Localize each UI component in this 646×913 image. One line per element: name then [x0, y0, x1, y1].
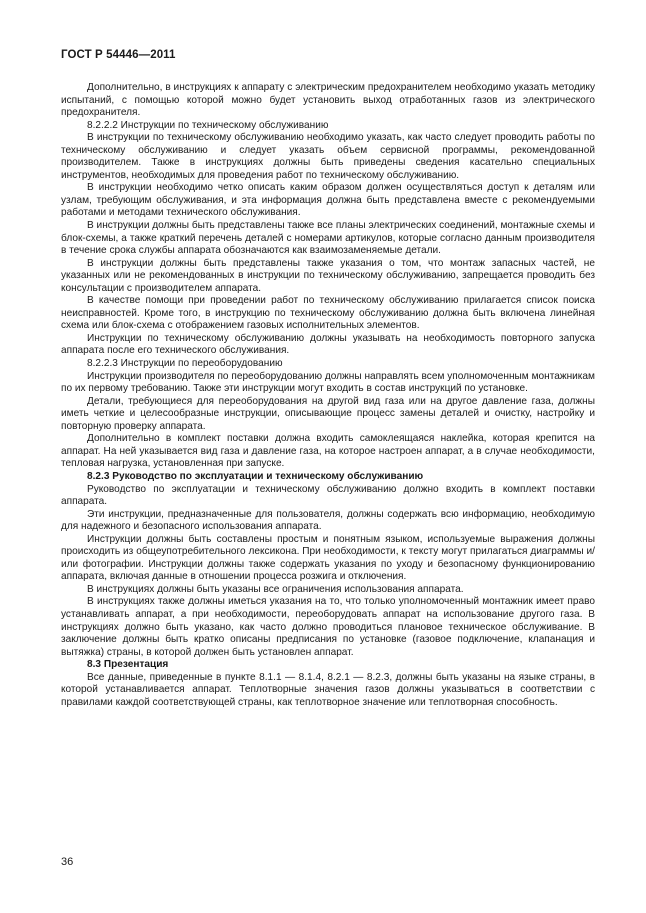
paragraph: В инструкциях должны быть указаны все ограничения использования аппарата. [87, 583, 464, 595]
paragraph: В инструкции по техническому обслуживанию необходимо указать, как часто следует проводить работы по техническому обслуживанию и следует указать объем сервисной программы, рекомендованной производителем. Также в инструкциях должны быть приведены сведения касательно специальных инструментов, необходимых для проведения работ по техническому обслуживанию. [61, 132, 595, 181]
document-body [61, 82, 595, 709]
section-heading: 8.3 Презентация [87, 659, 169, 671]
paragraph: Инструкции по техническому обслуживанию должны указывать на необходимость повторного запуска аппарата после его технического обслуживания. [61, 332, 595, 357]
paragraph: Дополнительно, в инструкциях к аппарату с электрическим предохранителем необходимо указать методику испытаний, с помощью которой можно будет установить выход отработанных газов из электрического предохранителя. [61, 82, 595, 119]
paragraph: В инструкциях также должны иметься указания на то, что только уполномоченный монтажник имеет право устанавливать аппарат, а при необходимости, переоборудовать аппарат на использование другого газа. В инструкциях должно быть указано, как часто должно проводиться плановое техническое обслуживание. В заключение должны быть кратко описаны предписания по установке (газовое подключение, клапанация и вытяжка) страны, в которой должен быть установлен аппарат. [61, 596, 595, 658]
section-heading: 8.2.3 Руководство по эксплуатации и техническому обслуживанию [87, 470, 424, 482]
paragraph: Все данные, приведенные в пункте 8.1.1 — 8.1.4, 8.2.1 — 8.2.3, должны быть указаны на языке страны, в которой устанавливается аппарат. Теплотворные значения газов должны указываться в соответствии с правилами каждой соответствующей страны, как теплотворное значение или теплотворная способность. [61, 671, 595, 708]
section-heading: 8.2.2.3 Инструкции по переоборудованию [87, 358, 283, 370]
section-heading: 8.2.2.2 Инструкции по техническому обслуживанию [87, 119, 329, 131]
paragraph: В инструкции должны быть представлены также все планы электрических соединений, монтажные схемы и блок-схемы, а также краткий перечень деталей с номерами артикулов, которые согласно данным производителя в течение срока службы аппарата обозначаются как взаимозаменяемые детали. [61, 220, 595, 257]
paragraph: Эти инструкции, предназначенные для пользователя, должны содержать всю информацию, необходимую для надежного и безопасного использования аппарата. [61, 508, 595, 533]
paragraph: Дополнительно в комплект поставки должна входить самоклеящаяся наклейка, которая крепится на аппарат. На ней указывается вид газа и давление газа, на которое настроен аппарат, а в случае необходимости, тепловая нагрузка, установленная при запуске. [61, 433, 595, 470]
paragraph: Инструкции производителя по переоборудованию должны направлять всем уполномоченным монтажникам по их первому требованию. Также эти инструкции могут входить в состав инструкций по установке. [61, 370, 595, 395]
standard-designation: ГОСТ Р 54446—2011 [61, 49, 176, 61]
paragraph: Детали, требующиеся для переоборудования на другой вид газа или на другое давление газа, должны иметь четкие и целесообразные инструкции, описывающие процесс замены деталей и очистку, настройку и повторную проверку аппарата. [61, 395, 595, 432]
paragraph: Инструкции должны быть составлены простым и понятным языком, используемые выражения должны происходить из общеупотребительного лексикона. При необходимости, к тексту могут прилагаться диаграммы и/или фотографии. Инструкции должны также содержать указания по уходу и безопасному функционированию аппарата, включая данные в отношении процесса розжига и отключения. [61, 533, 595, 583]
page-number: 36 [61, 856, 74, 868]
paragraph: Руководство по эксплуатации и техническому обслуживанию должно входить в комплект поставки аппарата. [61, 483, 595, 508]
paragraph: В качестве помощи при проведении работ по техническому обслуживанию прилагается список поиска неисправностей. Кроме того, в инструкцию по техническому обслуживанию должна быть включена линейная схема или блок-схема с отображением газовых исполнительных элементов. [61, 295, 595, 332]
paragraph: В инструкции должны быть представлены также указания о том, что монтаж запасных частей, не указанных или не рекомендованных в инструкции по техническому обслуживанию, запрещается проводить без консультации с производителем аппарата. [61, 257, 595, 294]
paragraph: В инструкции необходимо четко описать каким образом должен осуществляться доступ к деталям или узлам, требующим обслуживания, и эта информация должна быть представлена вместе с рекомендуемыми работами и методами технического обслуживания. [61, 182, 595, 219]
